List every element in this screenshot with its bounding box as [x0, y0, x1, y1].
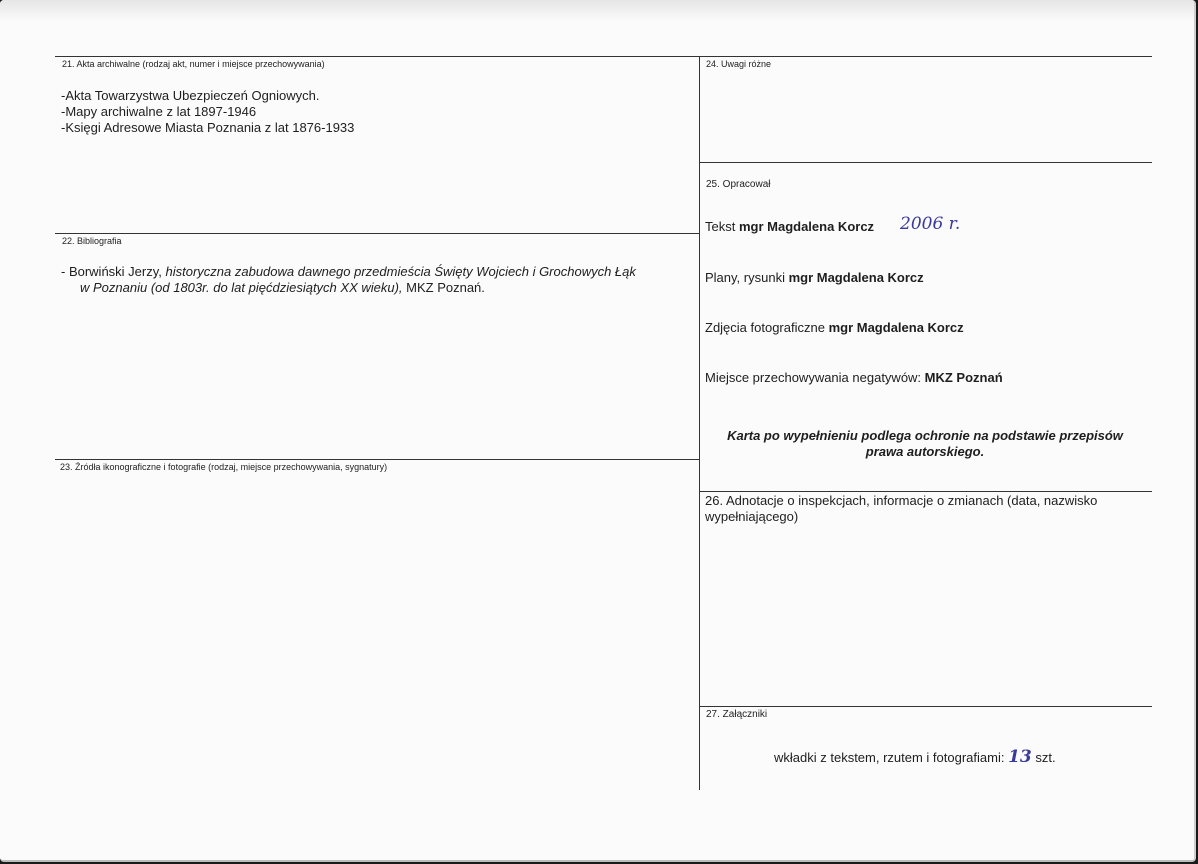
s25-tekst-row	[705, 219, 874, 235]
s22-title-line-1: historyczna zabudowa dawnego przedmieścia Święty Wojciech i Grochowych Łąk	[165, 264, 636, 279]
divider-21-22	[55, 233, 699, 234]
divider-26-27	[699, 706, 1152, 707]
s25-negatywy-row	[705, 370, 1003, 386]
s22-bibliography-line-2	[80, 280, 485, 296]
s27-attachments-row	[774, 749, 1056, 766]
s25-plany-name: mgr Magdalena Korcz	[788, 270, 924, 285]
section-23-label: 23. Źródła ikonograficzne i fotografie (rodzaj, miejsce przechowywania, sygnatury)	[60, 462, 388, 472]
s21-item-2: -Mapy archiwalne z lat 1897-1946	[61, 104, 257, 119]
s27-suffix: szt.	[1031, 750, 1056, 765]
s21-item-1: -Akta Towarzystwa Ubezpieczeń Ogniowych.	[61, 88, 320, 103]
s25-zdjecia-label: Zdjęcia fotograficzne	[705, 320, 829, 335]
s27-attachments-text: wkładki z tekstem, rzutem i fotografiami:	[774, 750, 1009, 765]
s25-copyright-notice-line-1: Karta po wypełnieniu podlega ochronie na podstawie przepisów	[727, 428, 1123, 443]
section-25-label: 25. Opracował	[706, 179, 771, 190]
section-27-label: 27. Załączniki	[706, 709, 768, 720]
section-21-label: 21. Akta archiwalne (rodzaj akt, numer i miejsce przechowywania)	[62, 59, 325, 69]
s25-zdjecia-row	[705, 320, 964, 336]
section-22-label: 22. Bibliografia	[62, 236, 122, 246]
s27-handwritten-count: 13	[1008, 747, 1032, 767]
s21-item-3: -Księgi Adresowe Miasta Poznania z lat 1876-1933	[61, 120, 355, 135]
divider-24-25	[699, 162, 1152, 163]
s25-negatywy-label: Miejsce przechowywania negatywów:	[705, 370, 925, 385]
s25-zdjecia-name: mgr Magdalena Korcz	[828, 320, 964, 335]
s22-publisher: MKZ Poznań.	[402, 280, 485, 295]
divider-top	[55, 56, 1152, 57]
s22-bibliography-line-1	[61, 264, 636, 280]
s25-tekst-label: Tekst	[705, 219, 739, 234]
s25-negatywy-value: MKZ Poznań	[924, 370, 1003, 385]
section-24-label: 24. Uwagi różne	[706, 59, 772, 69]
divider-25-26	[699, 491, 1152, 492]
s25-plany-row	[705, 270, 924, 286]
section-26-label-line-2: wypełniającego)	[705, 509, 799, 524]
section-26-label-line-1: 26. Adnotacje o inspekcjach, informacje o zmianach (data, nazwisko	[705, 493, 1098, 508]
divider-22-23	[55, 459, 699, 460]
s25-copyright-notice-line-2: prawa autorskiego.	[865, 444, 985, 459]
s22-title-line-2: w Poznaniu (od 1803r. do lat pięćdziesiątych XX wieku),	[80, 280, 403, 295]
divider-vertical	[699, 56, 700, 790]
s25-plany-label: Plany, rysunki	[705, 270, 789, 285]
top-shadow-band	[0, 0, 1196, 22]
s25-handwritten-date: 2006 r.	[900, 214, 961, 234]
s25-tekst-name: mgr Magdalena Korcz	[738, 219, 875, 234]
s22-author: - Borwiński Jerzy,	[61, 264, 166, 279]
